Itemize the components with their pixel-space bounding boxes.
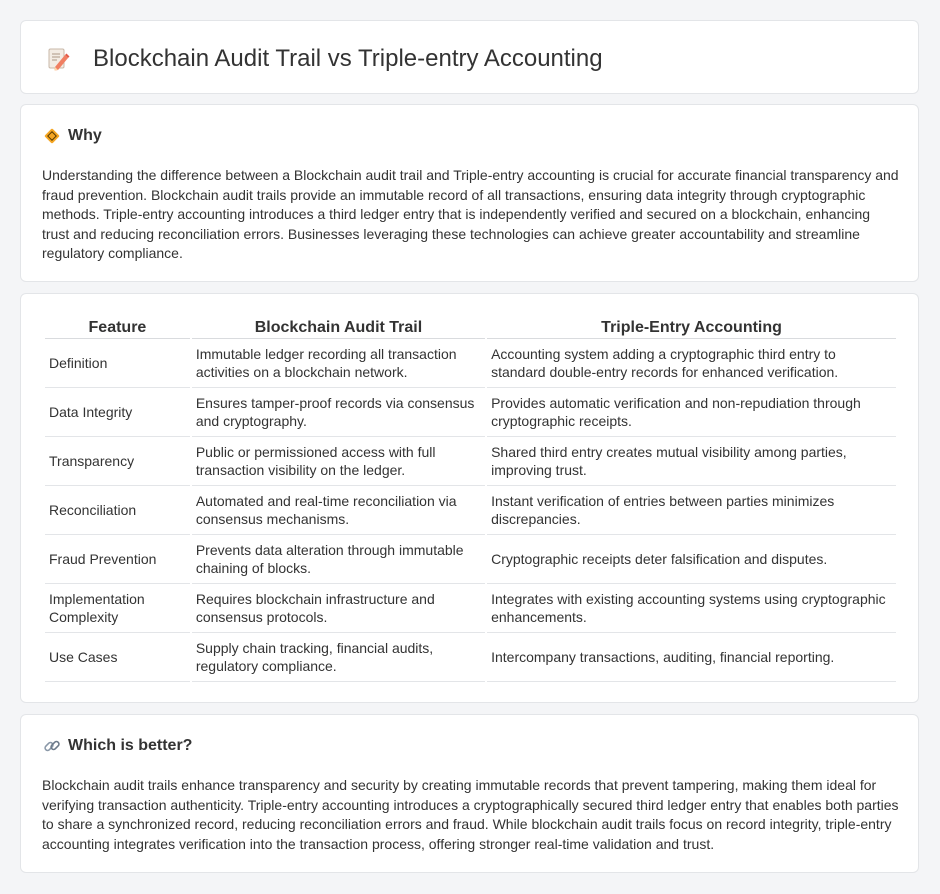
- table-row: [45, 584, 896, 633]
- feature-cell: Reconciliation: [45, 486, 190, 535]
- table-header-row: [45, 315, 896, 339]
- header-blockchain-audit-trail: Blockchain Audit Trail: [192, 315, 485, 339]
- comparison-section: [20, 293, 919, 703]
- feature-cell: Use Cases: [45, 633, 190, 682]
- triple-entry-cell: Provides automatic verification and non-repudiation through cryptographic receipts.: [487, 388, 896, 437]
- memo-pencil-icon: [45, 46, 71, 72]
- blockchain-cell: Requires blockchain infrastructure and consensus protocols.: [192, 584, 485, 633]
- why-text: Understanding the difference between a Blockchain audit trail and Triple-entry accounting is crucial for accurate financial transparency and fraud prevention. Blockchain audit trails provide an immutable record of all transactions, ensuring data integrity through cryptographic methods. Triple-entry accounting introduces a third ledger entry that is independently verified and secured on a blockchain, enhancing trust and reducing reconciliation errors. Businesses leveraging these technologies can achieve greater accountability and streamline regulatory compliance.: [42, 167, 899, 261]
- comparison-table: [43, 315, 898, 682]
- table-row: [45, 486, 896, 535]
- feature-cell: Fraud Prevention: [45, 535, 190, 584]
- table-row: [45, 339, 896, 388]
- feature-cell: Implementation Complexity: [45, 584, 190, 633]
- why-section: [20, 104, 919, 282]
- which-is-better-section: [20, 714, 919, 873]
- triple-entry-cell: Intercompany transactions, auditing, financial reporting.: [487, 633, 896, 682]
- link-icon: [43, 737, 61, 755]
- title-row: [45, 45, 603, 73]
- triple-entry-cell: Shared third entry creates mutual visibility among parties, improving trust.: [487, 437, 896, 486]
- blockchain-cell: Ensures tamper-proof records via consensus and cryptography.: [192, 388, 485, 437]
- header-feature: Feature: [45, 315, 190, 339]
- feature-cell: Definition: [45, 339, 190, 388]
- better-header: [43, 737, 192, 755]
- blockchain-cell: Prevents data alteration through immutable chaining of blocks.: [192, 535, 485, 584]
- better-text: Blockchain audit trails enhance transparency and security by creating immutable records that prevent tampering, making them ideal for verifying transaction authenticity. Triple-entry accounting introduces a cryptographically secured third ledger entry that enables both parties to share a synchronized record, reducing reconciliation errors and fraud. While blockchain audit trails focus on record integrity, triple-entry accounting integrates verification into the transaction process, offering stronger real-time validation and trust.: [42, 777, 899, 852]
- triple-entry-cell: Cryptographic receipts deter falsification and disputes.: [487, 535, 896, 584]
- table-row: [45, 535, 896, 584]
- triple-entry-cell: Integrates with existing accounting systems using cryptographic enhancements.: [487, 584, 896, 633]
- title-card: [20, 20, 919, 94]
- blockchain-cell: Immutable ledger recording all transaction activities on a blockchain network.: [192, 339, 485, 388]
- table-row: [45, 633, 896, 682]
- better-heading: Which is better?: [68, 737, 193, 754]
- triple-entry-cell: Instant verification of entries between parties minimizes discrepancies.: [487, 486, 896, 535]
- diamond-sign-icon: [43, 127, 61, 145]
- table-row: [45, 388, 896, 437]
- blockchain-cell: Supply chain tracking, financial audits, regulatory compliance.: [192, 633, 485, 682]
- why-header: [43, 127, 102, 145]
- header-triple-entry-accounting: Triple-Entry Accounting: [487, 315, 896, 339]
- blockchain-cell: Public or permissioned access with full transaction visibility on the ledger.: [192, 437, 485, 486]
- triple-entry-cell: Accounting system adding a cryptographic third entry to standard double-entry records for enhanced verification.: [487, 339, 896, 388]
- blockchain-cell: Automated and real-time reconciliation via consensus mechanisms.: [192, 486, 485, 535]
- why-heading: Why: [68, 127, 102, 144]
- feature-cell: Data Integrity: [45, 388, 190, 437]
- page-title: Blockchain Audit Trail vs Triple-entry Accounting: [93, 45, 603, 72]
- table-row: [45, 437, 896, 486]
- feature-cell: Transparency: [45, 437, 190, 486]
